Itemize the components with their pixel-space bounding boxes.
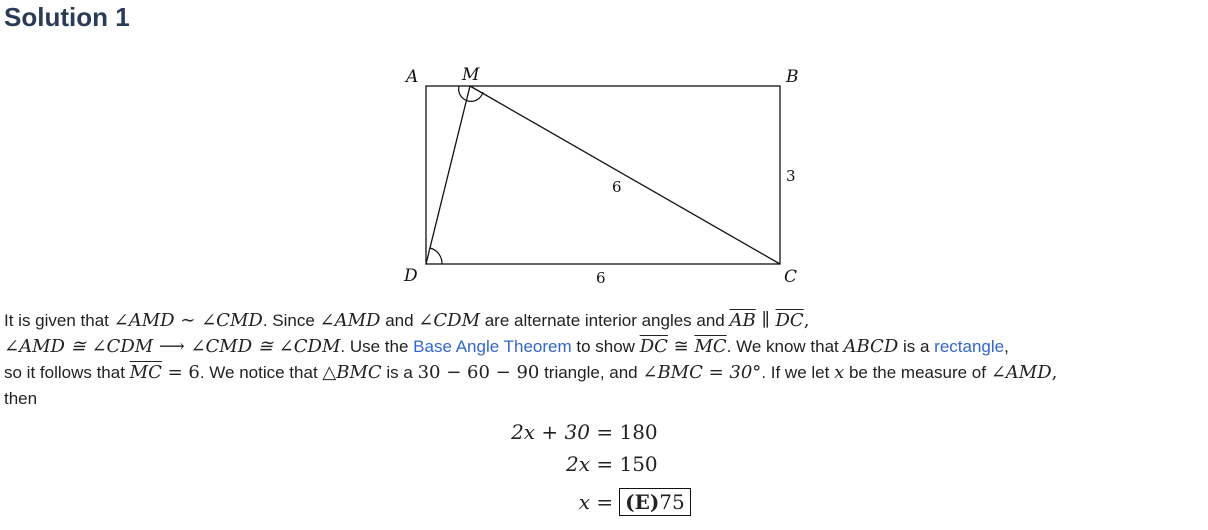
- math-parallel: ∥: [755, 310, 776, 331]
- rectangle-abcd: [426, 86, 780, 264]
- equation-lhs: x: [578, 490, 590, 514]
- text-run: triangle, and: [539, 363, 643, 382]
- solution-paragraph: [4, 308, 1204, 412]
- text-run: . We notice that: [199, 363, 323, 382]
- text-run: . Since: [262, 311, 320, 330]
- equation-rhs: = 150: [596, 452, 658, 476]
- math-angle-cdm: ∠CDM: [418, 310, 480, 331]
- equation-rhs: = 180: [596, 420, 658, 444]
- math-angle-bmc: ∠BMC = 30°: [642, 362, 762, 383]
- math-30-60-90: 30 − 60 − 90: [417, 362, 540, 383]
- equation-3: [490, 488, 691, 516]
- equation-2: [490, 452, 658, 476]
- math-abcd: ABCD: [843, 336, 899, 357]
- text-run: so it follows that: [4, 363, 130, 382]
- text-run: . We know that: [726, 337, 844, 356]
- rectangle-diagram: [398, 58, 808, 290]
- text-run: be the measure of: [844, 363, 991, 382]
- math-similar-angles: ∠AMD ∼ ∠CMD: [113, 310, 263, 331]
- text-run: ,: [1004, 337, 1009, 356]
- page-title: Solution 1: [4, 2, 130, 32]
- label-m: M: [462, 65, 480, 85]
- text-run: and: [380, 311, 419, 330]
- math-comma: ,: [803, 310, 810, 331]
- paragraph-line-2: [4, 334, 1204, 360]
- math-congruence-chain: ∠AMD ≅ ∠CDM ⟶ ∠CMD ≅ ∠CDM: [4, 336, 341, 357]
- angle-arc-d: [430, 248, 442, 264]
- base-angle-theorem-link[interactable]: Base Angle Theorem: [413, 337, 572, 356]
- math-triangle-bmc: △BMC: [322, 362, 382, 383]
- paragraph-line-3: [4, 360, 1204, 386]
- math-equals-6: = 6: [161, 362, 200, 383]
- equation-lhs: 2x: [565, 452, 590, 476]
- text-run: is a: [898, 337, 935, 356]
- label-c: C: [784, 267, 798, 287]
- label-segment-mc: 6: [612, 178, 622, 196]
- rectangle-link[interactable]: rectangle: [934, 337, 1005, 356]
- paragraph-line-1: [4, 308, 1204, 334]
- segment-md: [426, 86, 470, 264]
- math-segment-mc: $\overline{MC}$: [129, 362, 162, 383]
- math-segment-ab: $\overline{AB}$: [729, 310, 756, 331]
- math-segment-dc: $\overline{DC}$: [639, 336, 668, 357]
- answer-value: 75: [659, 490, 685, 514]
- text-run: . Use the: [340, 337, 414, 356]
- label-d: D: [404, 266, 418, 286]
- math-congruent: ≅: [667, 336, 695, 357]
- math-comma: ,: [1051, 362, 1058, 383]
- math-angle-amd: ∠AMD: [319, 310, 381, 331]
- math-angle-amd: ∠AMD: [990, 362, 1052, 383]
- angle-arc-m: [459, 86, 483, 101]
- equation-lhs: 2x + 30: [511, 420, 590, 444]
- segment-mc: [470, 86, 780, 264]
- geometry-figure: [398, 58, 808, 295]
- text-run: are alternate interior angles and: [480, 311, 730, 330]
- paragraph-line-4: then: [4, 389, 38, 408]
- boxed-answer: [619, 488, 691, 516]
- label-side-dc: 6: [596, 269, 606, 287]
- equation-1: [490, 420, 658, 444]
- text-run: . If we let: [761, 363, 835, 382]
- label-a: A: [406, 67, 419, 87]
- math-segment-mc: $\overline{MC}$: [694, 336, 727, 357]
- label-side-bc: 3: [786, 167, 796, 185]
- answer-choice-letter: (E): [625, 490, 660, 514]
- text-run: is a: [381, 363, 418, 382]
- math-segment-dc: $\overline{DC}$: [775, 310, 804, 331]
- equation-equals: =: [596, 490, 614, 514]
- text-run: It is given that: [4, 311, 114, 330]
- label-b: B: [786, 67, 799, 87]
- math-x: x: [834, 362, 845, 383]
- text-run: to show: [571, 337, 640, 356]
